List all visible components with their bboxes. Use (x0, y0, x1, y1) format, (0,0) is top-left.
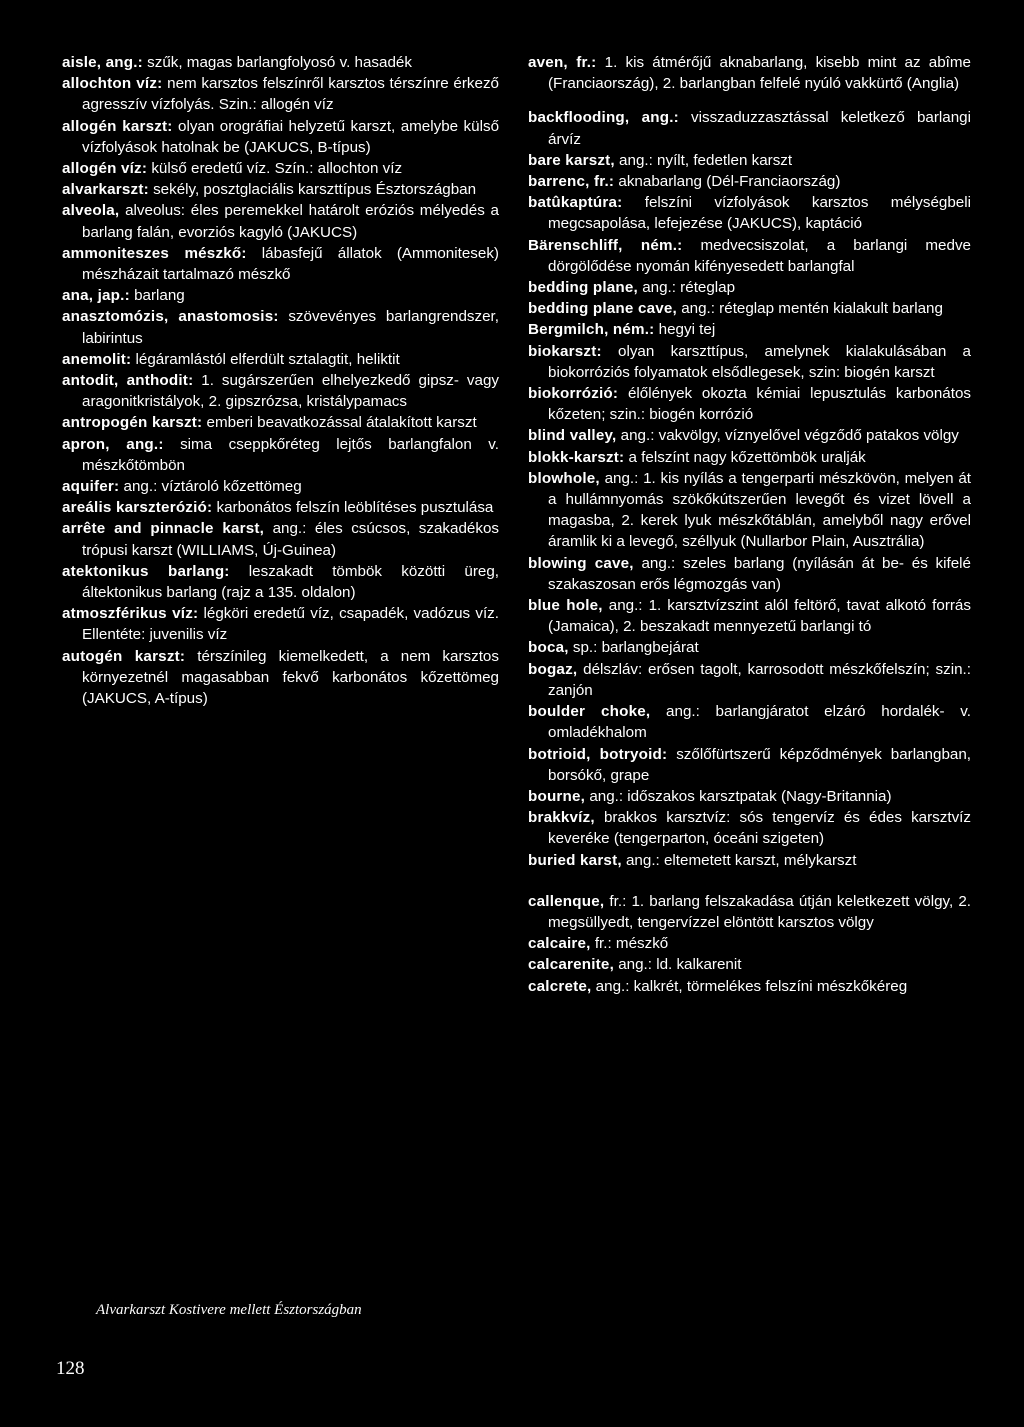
entry-term: Bärenschliff, ném.: (528, 236, 683, 254)
glossary-entry (528, 150, 971, 171)
glossary-entry (62, 646, 499, 710)
glossary-entry (62, 200, 499, 242)
entry-term: calcrete, (528, 977, 592, 995)
entry-term: atektonikus barlang: (62, 562, 230, 580)
entry-definition: karbonátos felszín leöblítéses pusztulása (212, 499, 494, 517)
entry-definition: emberi beavatkozással átalakított karszt (202, 414, 477, 432)
entry-term: arrête and pinnacle karst, (62, 520, 265, 538)
glossary-entry (528, 277, 971, 298)
entry-definition: felszíni vízfolyások karsztos mélységbeli megcsapolása, lefejezése (JAKUCS), kaptáció (548, 194, 971, 233)
glossary-entry (62, 73, 499, 115)
entry-term: barrenc, fr.: (528, 173, 615, 191)
glossary-entry (528, 595, 971, 637)
glossary-entry (62, 603, 499, 645)
entry-definition: szűk, magas barlangfolyosó v. hasadék (142, 54, 412, 71)
entry-definition: ang.: víztároló kőzettömeg (119, 478, 302, 496)
entry-term: atmoszférikus víz: (62, 605, 199, 623)
entry-term: backflooding, ang.: (528, 109, 679, 127)
entry-definition: ang.: szeles barlang (nyílásán át be- és kifelé szakaszosan erős légmozgás van) (548, 554, 971, 593)
entry-term: anasztomózis, anastomosis: (62, 308, 279, 326)
entry-definition: légáramlástól elferdült sztalagtit, heliktit (131, 350, 400, 368)
entry-definition: ang.: nyílt, fedetlen karszt (614, 151, 793, 169)
entry-term: boulder choke, (528, 703, 651, 721)
glossary-entry (62, 412, 499, 433)
entry-term: autogén karszt: (62, 647, 186, 665)
glossary-entry (528, 298, 971, 319)
glossary-entry (528, 52, 971, 94)
entry-definition: ang.: ld. kalkarenit (613, 956, 742, 974)
entry-term: anemolit: (62, 350, 132, 368)
glossary-entry (528, 383, 971, 425)
entry-term: blue hole, (528, 597, 603, 615)
entry-term: areális karszterózió: (62, 499, 213, 517)
entry-definition: légköri eredetű víz, csapadék, vadózus víz. Ellentéte: juvenilis víz (82, 605, 499, 644)
glossary-entry (528, 637, 971, 658)
entry-term: ana, jap.: (62, 287, 130, 305)
glossary-entry (528, 107, 971, 149)
glossary-entry (528, 192, 971, 234)
entry-definition: szőlőfürtszerű képződmények barlangban, borsókő, grape (548, 745, 971, 784)
entry-term: aisle, ang.: (62, 54, 143, 71)
glossary-entry (528, 891, 971, 933)
entry-definition: leszakadt tömbök közötti üreg, áltektonikus barlang (rajz a 135. oldalon) (82, 562, 500, 602)
entry-definition: olyan karszttípus, amelynek kialakulásában a biokorróziós folyamatok elsődlegesek, szin: biogén karszt (548, 342, 971, 381)
glossary-entry (62, 306, 499, 348)
entry-term: botrioid, botryoid: (528, 745, 668, 763)
entry-term: boca, (528, 639, 569, 657)
entry-definition: ang.: időszakos karsztpatak (Nagy-Britannia) (585, 787, 892, 805)
right-column (528, 52, 971, 997)
entry-definition: ang.: 1. karsztvízszint alól feltörő, tavat alkotó forrás (Jamaica), 2. beszakadt mennyezetű barlangi tó (548, 597, 971, 636)
glossary-entry (62, 349, 499, 370)
entry-definition: ang.: vakvölgy, víznyelővel végződő patakos völgy (616, 427, 959, 445)
glossary-entry (62, 158, 499, 179)
glossary-entry (62, 497, 499, 518)
glossary-entry (528, 976, 971, 997)
entry-term: buried karst, (528, 851, 622, 869)
entry-definition: aknabarlang (Dél-Franciaország) (614, 173, 841, 191)
figure-caption: Alvarkarszt Kostivere mellett Észtországban (96, 1302, 362, 1318)
entry-term: allochton víz: (62, 75, 163, 93)
glossary-entry (62, 52, 499, 73)
entry-term: blowhole, (528, 469, 600, 487)
glossary-entry (528, 468, 971, 553)
glossary-entry (528, 447, 971, 468)
entry-term: antodit, anthodit: (62, 372, 194, 390)
glossary-entry (62, 476, 499, 497)
entry-term: callenque, (528, 892, 605, 910)
glossary-entry (528, 954, 971, 975)
entry-definition: ang.: réteglap mentén kialakult barlang (676, 300, 943, 318)
entry-definition: élőlények okozta kémiai lepusztulás karbonátos kőzeten; szin.: biogén korrózió (548, 385, 971, 424)
entry-definition: barlang (129, 287, 185, 305)
glossary-entry (62, 116, 499, 158)
entry-definition: hegyi tej (654, 321, 716, 339)
entry-term: bogaz, (528, 660, 578, 678)
entry-definition: ang.: kalkrét, törmelékes felszíni mészkőkéreg (591, 977, 908, 995)
entry-term: bare karszt, (528, 151, 615, 169)
glossary-entry (62, 370, 499, 412)
entry-definition: ang.: éles csúcsos, szakadékos trópusi karszt (WILLIAMS, Új-Guinea) (82, 520, 499, 559)
entry-term: blokk-karszt: (528, 448, 625, 466)
glossary-entry (528, 744, 971, 786)
entry-term: biokarszt: (528, 342, 602, 360)
entry-definition: alveolus: éles peremekkel határolt eróziós mélyedés a barlang falán, evorziós kagyló (JAKUCS) (82, 202, 499, 241)
entry-term: calcarenite, (528, 956, 614, 974)
glossary-entry (528, 807, 971, 849)
entry-definition: sima cseppkőréteg lejtős barlangfalon v. mészkőtömbön (82, 435, 499, 474)
entry-definition: fr.: 1. barlang felszakadása útján keletkezett völgy, 2. megsüllyedt, tengervízzel elöntött karsztos völgy (548, 892, 971, 931)
entry-term: bedding plane, (528, 279, 638, 297)
entry-definition: fr.: mészkő (590, 935, 669, 953)
left-column (62, 52, 499, 709)
entry-term: blowing cave, (528, 554, 634, 572)
entry-definition: olyan orográfiai helyzetű karszt, amelybe külső vízfolyások hatolnak be (JAKUCS, B-típus) (82, 117, 500, 156)
glossary-entry (528, 553, 971, 595)
entry-term: ammoniteszes mészkő: (62, 244, 247, 262)
entry-definition: 1. sugárszerűen elhelyezkedő gipsz- vagy aragonitkristályok, 2. gipszrózsa, kristálypamacs (82, 372, 499, 411)
glossary-entry (62, 243, 499, 285)
page-number: 128 (56, 1358, 85, 1379)
entry-definition: szövevényes barlangrendszer, labirintus (82, 308, 499, 347)
entry-term: antropogén karszt: (62, 414, 203, 432)
entry-definition: brakkos karsztvíz: sós tengervíz és édes karsztvíz keveréke (tengerparton, óceáni szigeten) (548, 809, 971, 848)
glossary-entry (528, 341, 971, 383)
entry-term: calcaire, (528, 935, 591, 953)
entry-definition: lábasfejű állatok (Ammonitesek) mészházait tartalmazó mészkő (82, 244, 499, 284)
entry-term: allogén víz: (62, 160, 148, 178)
glossary-entry (62, 285, 499, 306)
glossary-entry (62, 561, 499, 603)
entry-definition: délszláv: erősen tagolt, karrosodott mészkőfelszín; szin.: zanjón (548, 660, 971, 699)
entry-term: blind valley, (528, 427, 617, 445)
entry-definition: nem karsztos felszínről karsztos térszínre érkező agresszív vízfolyás. Szin.: allogén víz (82, 75, 499, 114)
entry-definition: külső eredetű víz. Szín.: allochton víz (147, 160, 403, 178)
entry-definition: 1. kis átmérőjű aknabarlang, kisebb mint az abîme (Franciaország), 2. barlangban felfelé nyúló vakkürtő (Anglia) (548, 54, 971, 93)
entry-definition: térszínileg kiemelkedett, a nem karsztos környezetnél magasabban fekvő karbonátos kőzettömeg (JAKUCS, A-típus) (82, 647, 499, 708)
glossary-entry (528, 171, 971, 192)
glossary-entry (62, 518, 499, 560)
entry-term: bedding plane cave, (528, 300, 677, 318)
glossary-entry (62, 179, 499, 200)
glossary-entry (528, 235, 971, 277)
entry-term: alveola, (62, 202, 120, 220)
entry-term: brakkvíz, (528, 809, 595, 827)
glossary-entry (62, 434, 499, 476)
entry-definition: visszaduzzasztással keletkező barlangi árvíz (548, 109, 971, 148)
entry-definition: ang.: 1. kis nyílás a tengerparti mészkövön, melyen át a hullámnyomás szökőkútszerűen levegőt és vizet lövell a magasba, 2. kerek lyuk mészkőtáblán, amelyből nagy erővel áramlik ki a levegő, széllyuk (Nullarbor Plain, Ausztrália) (548, 469, 971, 551)
glossary-entry (528, 319, 971, 340)
entry-definition: medvecsiszolat, a barlangi medve dörgölődése nyomán kifényesedett barlangfal (548, 236, 971, 275)
glossary-entry (528, 701, 971, 743)
entry-definition: ang.: réteglap (637, 279, 736, 297)
glossary-entry (528, 786, 971, 807)
entry-term: bourne, (528, 787, 586, 805)
glossary-entry (528, 659, 971, 701)
entry-term: aquifer: (62, 478, 120, 496)
entry-term: batûkaptúra: (528, 194, 623, 212)
glossary-entry (528, 933, 971, 954)
entry-definition: ang.: barlangjáratot elzáró hordalék- v. omladékhalom (548, 703, 971, 742)
entry-term: aven, fr.: (528, 54, 597, 71)
entry-definition: sekély, posztglaciális karszttípus Észtországban (148, 181, 477, 199)
glossary-entry (528, 425, 971, 446)
entry-term: allogén karszt: (62, 117, 173, 135)
entry-term: alvarkarszt: (62, 181, 149, 199)
glossary-entry (528, 850, 971, 871)
entry-definition: ang.: eltemetett karszt, mélykarszt (621, 851, 857, 869)
entry-definition: a felszínt nagy kőzettömbök uralják (624, 448, 866, 466)
entry-definition: sp.: barlangbejárat (568, 639, 699, 657)
entry-term: apron, ang.: (62, 435, 164, 453)
entry-term: biokorrózió: (528, 385, 619, 403)
entry-term: Bergmilch, ném.: (528, 321, 655, 339)
